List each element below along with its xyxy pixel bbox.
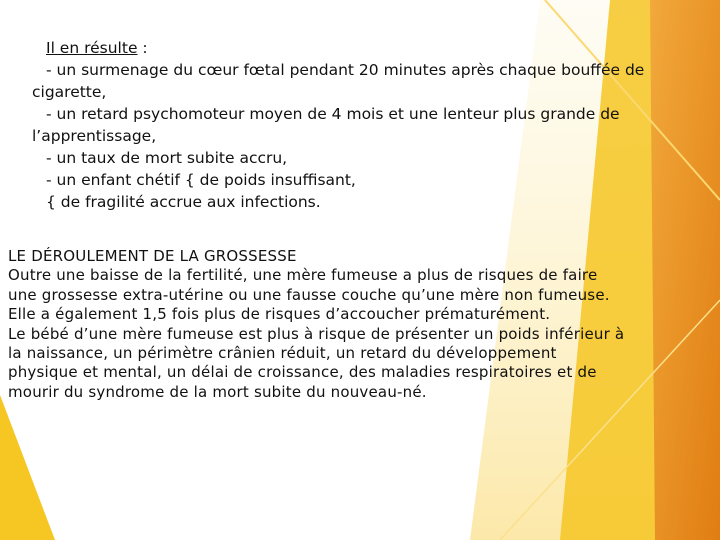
results-heading-colon: : bbox=[137, 39, 148, 57]
text-block-results bbox=[32, 37, 672, 213]
results-line: l’apprentissage, bbox=[32, 127, 157, 145]
results-line: - un enfant chétif { de poids insuffisant, bbox=[46, 171, 356, 189]
results-heading bbox=[32, 37, 672, 59]
pregnancy-line: une grossesse extra-utérine ou une fausse couche qu’une mère non fumeuse. bbox=[8, 285, 610, 304]
results-line: - un taux de mort subite accru, bbox=[46, 149, 288, 167]
pregnancy-line: Outre une baisse de la fertilité, une mère fumeuse a plus de risques de faire bbox=[8, 266, 598, 285]
results-line: - un surmenage du cœur fœtal pendant 20 minutes après chaque bouffée de bbox=[46, 61, 645, 79]
results-heading-underlined: Il en résulte bbox=[46, 39, 138, 57]
pregnancy-line: physique et mental, un délai de croissance, des maladies respiratoires et de bbox=[8, 363, 597, 382]
pregnancy-line: mourir du syndrome de la mort subite du nouveau-né. bbox=[8, 382, 427, 401]
pregnancy-heading: LE DÉROULEMENT DE LA GROSSESSE bbox=[8, 247, 297, 265]
text-block-pregnancy bbox=[8, 247, 708, 402]
results-line: cigarette, bbox=[32, 83, 107, 101]
results-line: { de fragilité accrue aux infections. bbox=[46, 193, 321, 211]
pregnancy-line: la naissance, un périmètre crânien réduit, un retard du développement bbox=[8, 344, 557, 363]
pregnancy-line: Le bébé d’une mère fumeuse est plus à risque de présenter un poids inférieur à bbox=[8, 324, 625, 343]
pregnancy-line: Elle a également 1,5 fois plus de risques d’accoucher prématurément. bbox=[8, 305, 551, 324]
bottom-left-yellow-shape bbox=[0, 395, 55, 540]
results-line: - un retard psychomoteur moyen de 4 mois et une lenteur plus grande de bbox=[46, 105, 620, 123]
